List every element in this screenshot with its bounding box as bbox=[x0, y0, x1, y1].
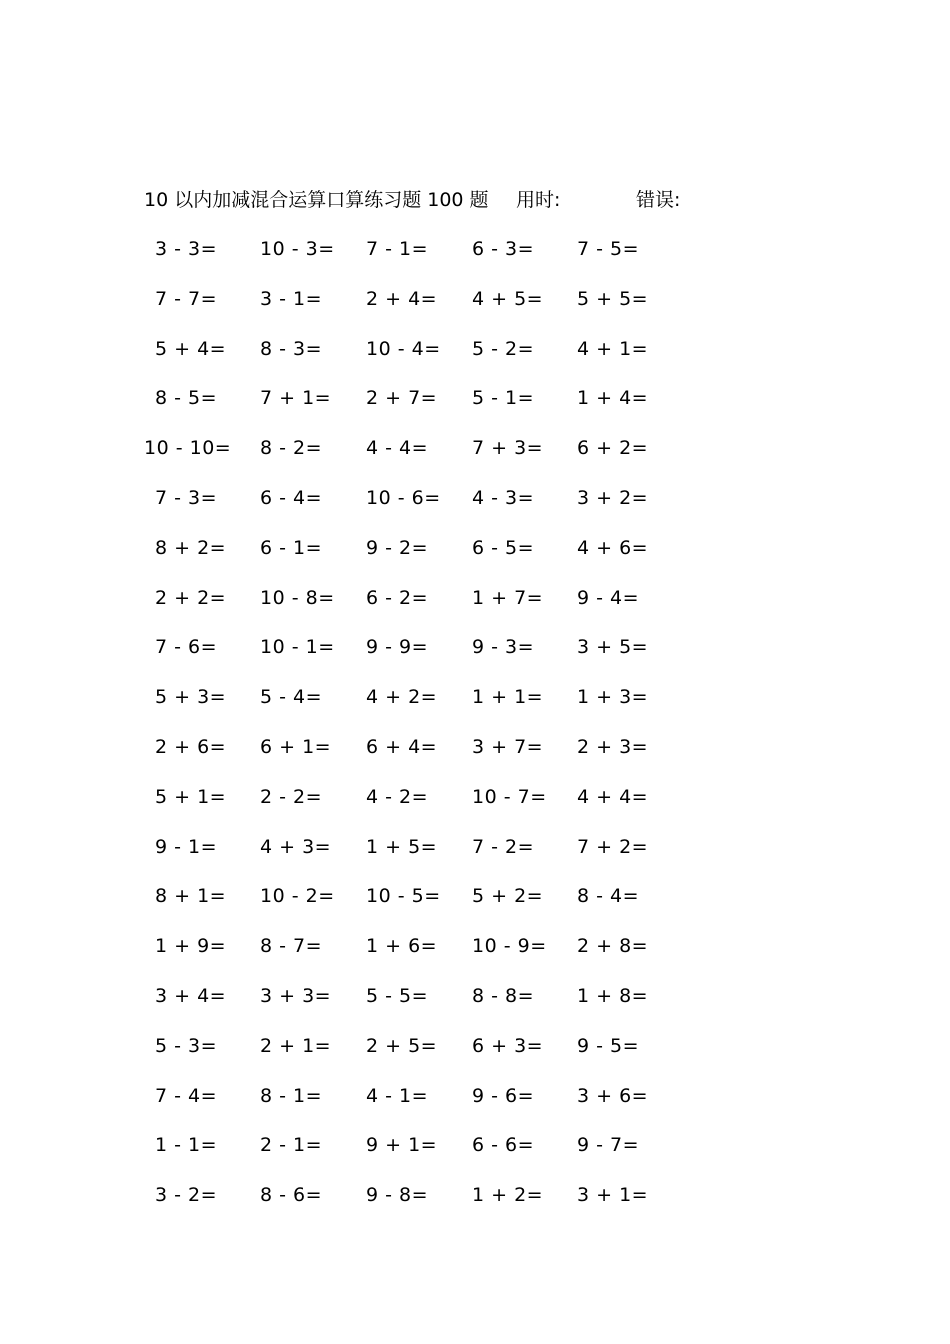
math-problem: 6 + 2= bbox=[577, 437, 649, 459]
math-problem: 10 - 10= bbox=[144, 437, 232, 459]
math-problem: 3 - 1= bbox=[260, 288, 323, 310]
math-problem: 1 + 2= bbox=[472, 1184, 544, 1206]
math-problem: 7 - 4= bbox=[155, 1085, 218, 1107]
math-problem: 8 + 1= bbox=[155, 885, 227, 907]
math-problem: 4 + 6= bbox=[577, 537, 649, 559]
math-problem: 5 + 2= bbox=[472, 885, 544, 907]
math-problem: 2 - 1= bbox=[260, 1134, 323, 1156]
worksheet-title: 10 以内加减混合运算口算练习题 100 题 bbox=[144, 189, 489, 211]
math-problem: 5 - 4= bbox=[260, 686, 323, 708]
math-problem: 9 - 4= bbox=[577, 587, 640, 609]
math-problem: 6 + 3= bbox=[472, 1035, 544, 1057]
math-problem: 1 - 1= bbox=[155, 1134, 218, 1156]
math-problem: 9 - 2= bbox=[366, 537, 429, 559]
math-problem: 9 - 6= bbox=[472, 1085, 535, 1107]
math-problem: 1 + 9= bbox=[155, 935, 227, 957]
math-problem: 4 - 4= bbox=[366, 437, 429, 459]
math-problem: 8 - 8= bbox=[472, 985, 535, 1007]
math-problem: 2 + 5= bbox=[366, 1035, 438, 1057]
math-problem: 3 - 2= bbox=[155, 1184, 218, 1206]
math-problem: 3 + 2= bbox=[577, 487, 649, 509]
math-problem: 4 + 3= bbox=[260, 836, 332, 858]
math-problem: 5 + 1= bbox=[155, 786, 227, 808]
math-problem: 1 + 6= bbox=[366, 935, 438, 957]
math-problem: 9 - 7= bbox=[577, 1134, 640, 1156]
math-problem: 8 - 4= bbox=[577, 885, 640, 907]
math-problem: 7 + 2= bbox=[577, 836, 649, 858]
math-problem: 8 - 6= bbox=[260, 1184, 323, 1206]
time-label: 用时: bbox=[516, 189, 561, 211]
math-problem: 2 + 2= bbox=[155, 587, 227, 609]
math-problem: 3 + 3= bbox=[260, 985, 332, 1007]
math-problem: 5 - 1= bbox=[472, 387, 535, 409]
math-problem: 5 - 2= bbox=[472, 338, 535, 360]
math-problem: 10 - 8= bbox=[260, 587, 335, 609]
math-problem: 6 - 4= bbox=[260, 487, 323, 509]
math-problem: 5 - 5= bbox=[366, 985, 429, 1007]
math-problem: 4 + 5= bbox=[472, 288, 544, 310]
math-problem: 3 + 7= bbox=[472, 736, 544, 758]
math-problem: 4 - 3= bbox=[472, 487, 535, 509]
math-problem: 6 - 6= bbox=[472, 1134, 535, 1156]
math-problem: 8 + 2= bbox=[155, 537, 227, 559]
math-problem: 6 - 3= bbox=[472, 238, 535, 260]
math-problem: 7 - 1= bbox=[366, 238, 429, 260]
math-problem: 6 - 2= bbox=[366, 587, 429, 609]
math-problem: 1 + 7= bbox=[472, 587, 544, 609]
math-problem: 7 - 2= bbox=[472, 836, 535, 858]
math-problem: 7 + 3= bbox=[472, 437, 544, 459]
math-problem: 5 - 3= bbox=[155, 1035, 218, 1057]
math-problem: 4 - 1= bbox=[366, 1085, 429, 1107]
math-problem: 2 - 2= bbox=[260, 786, 323, 808]
math-problem: 4 + 1= bbox=[577, 338, 649, 360]
math-problem: 8 - 1= bbox=[260, 1085, 323, 1107]
math-problem: 1 + 3= bbox=[577, 686, 649, 708]
math-problem: 7 - 3= bbox=[155, 487, 218, 509]
math-problem: 3 + 4= bbox=[155, 985, 227, 1007]
math-problem: 10 - 4= bbox=[366, 338, 441, 360]
math-problem: 8 - 3= bbox=[260, 338, 323, 360]
math-problem: 1 + 5= bbox=[366, 836, 438, 858]
math-problem: 4 + 4= bbox=[577, 786, 649, 808]
math-problem: 10 - 2= bbox=[260, 885, 335, 907]
math-problem: 2 + 4= bbox=[366, 288, 438, 310]
math-problem: 3 - 3= bbox=[155, 238, 218, 260]
math-problem: 6 + 1= bbox=[260, 736, 332, 758]
math-problem: 4 + 2= bbox=[366, 686, 438, 708]
math-problem: 10 - 6= bbox=[366, 487, 441, 509]
math-problem: 2 + 3= bbox=[577, 736, 649, 758]
math-problem: 5 + 3= bbox=[155, 686, 227, 708]
math-problem: 7 - 6= bbox=[155, 636, 218, 658]
math-problem: 4 - 2= bbox=[366, 786, 429, 808]
math-problem: 3 + 1= bbox=[577, 1184, 649, 1206]
math-problem: 9 - 3= bbox=[472, 636, 535, 658]
math-problem: 8 - 2= bbox=[260, 437, 323, 459]
math-problem: 2 + 8= bbox=[577, 935, 649, 957]
math-problem: 10 - 3= bbox=[260, 238, 335, 260]
math-problem: 10 - 1= bbox=[260, 636, 335, 658]
math-problem: 5 + 4= bbox=[155, 338, 227, 360]
math-problem: 1 + 1= bbox=[472, 686, 544, 708]
math-problem: 9 - 8= bbox=[366, 1184, 429, 1206]
math-problem: 10 - 9= bbox=[472, 935, 547, 957]
math-problem: 6 + 4= bbox=[366, 736, 438, 758]
math-problem: 3 + 5= bbox=[577, 636, 649, 658]
math-problem: 2 + 7= bbox=[366, 387, 438, 409]
math-problem: 7 + 1= bbox=[260, 387, 332, 409]
math-problem: 9 - 5= bbox=[577, 1035, 640, 1057]
math-problem: 2 + 1= bbox=[260, 1035, 332, 1057]
math-problem: 9 + 1= bbox=[366, 1134, 438, 1156]
math-problem: 7 - 5= bbox=[577, 238, 640, 260]
math-problem: 2 + 6= bbox=[155, 736, 227, 758]
math-problem: 3 + 6= bbox=[577, 1085, 649, 1107]
math-problem: 8 - 7= bbox=[260, 935, 323, 957]
math-problem: 8 - 5= bbox=[155, 387, 218, 409]
math-problem: 9 - 9= bbox=[366, 636, 429, 658]
math-problem: 1 + 8= bbox=[577, 985, 649, 1007]
math-problem: 9 - 1= bbox=[155, 836, 218, 858]
math-problem: 5 + 5= bbox=[577, 288, 649, 310]
error-label: 错误: bbox=[636, 189, 681, 211]
math-problem: 7 - 7= bbox=[155, 288, 218, 310]
math-problem: 6 - 5= bbox=[472, 537, 535, 559]
math-problem: 10 - 7= bbox=[472, 786, 547, 808]
math-problem: 1 + 4= bbox=[577, 387, 649, 409]
math-problem: 10 - 5= bbox=[366, 885, 441, 907]
math-problem: 6 - 1= bbox=[260, 537, 323, 559]
